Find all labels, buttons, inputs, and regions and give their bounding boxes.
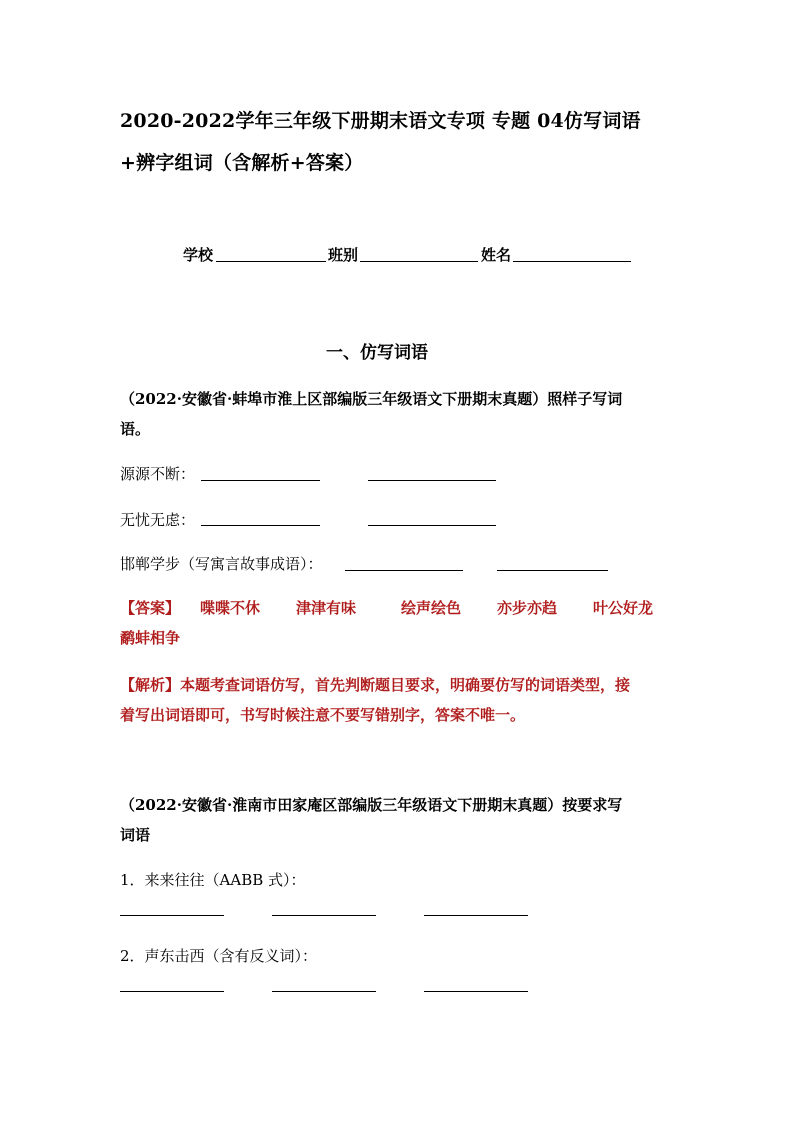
q1-item-3-blank-b[interactable] <box>497 570 608 571</box>
page-title-line-2: +辨字组词（含解析+答案） <box>120 152 364 174</box>
name-blank[interactable] <box>513 261 631 262</box>
q1-item-1: 源源不断： <box>120 465 196 483</box>
q2-item-1-blank-c[interactable] <box>424 915 528 916</box>
q2-item-2-blank-b[interactable] <box>272 991 376 992</box>
answer-word-6: 鹬蚌相争 <box>120 629 181 647</box>
q1-source-line-1: （2022·安徽省·蚌埠市淮上区部编版三年级语文下册期末真题）照样子写词 <box>120 390 623 408</box>
class-label: 班别 <box>328 246 359 264</box>
q1-item-2-blank-a[interactable] <box>201 525 320 526</box>
q2-item-2-blank-a[interactable] <box>120 991 224 992</box>
school-blank[interactable] <box>216 261 326 262</box>
q1-item-2: 无忧无虑： <box>120 511 196 529</box>
q2-item-2: 2．声东击西（含有反义词）： <box>120 947 318 965</box>
q1-item-2-blank-b[interactable] <box>368 525 496 526</box>
answer-word-2: 津津有味 <box>296 599 357 617</box>
q1-item-1-blank-a[interactable] <box>201 480 320 481</box>
q1-item-1-blank-b[interactable] <box>368 480 496 481</box>
q1-item-3: 邯郸学步（写寓言故事成语）： <box>120 555 323 573</box>
answer-word-3: 绘声绘色 <box>401 599 462 617</box>
q1-item-3-blank-a[interactable] <box>345 570 463 571</box>
q2-source-line-1: （2022·安徽省·淮南市田家庵区部编版三年级语文下册期末真题）按要求写 <box>120 796 623 814</box>
school-label: 学校 <box>183 246 214 264</box>
class-blank[interactable] <box>360 261 478 262</box>
q2-item-1-blank-a[interactable] <box>120 915 224 916</box>
section-heading: 一、仿写词语 <box>326 343 428 363</box>
q2-item-1: 1．来来往往（AABB 式）： <box>120 871 306 889</box>
q2-item-2-blank-c[interactable] <box>424 991 528 992</box>
page-title-line-1: 2020-2022学年三年级下册期末语文专项 专题 04仿写词语 <box>120 110 641 132</box>
q1-source-line-2: 语。 <box>120 420 151 438</box>
name-label: 姓名 <box>481 246 512 264</box>
q2-source-line-2: 词语 <box>120 826 151 844</box>
q2-item-1-blank-b[interactable] <box>272 915 376 916</box>
analysis-line-2: 着写出词语即可，书写时候注意不要写错别字，答案不唯一。 <box>120 706 526 724</box>
answer-word-5: 叶公好龙 <box>593 599 654 617</box>
answer-word-4: 亦步亦趋 <box>497 599 558 617</box>
answer-label: 【答案】 <box>120 599 181 617</box>
analysis-line-1: 本题考查词语仿写，首先判断题目要求，明确要仿写的词语类型，接 <box>180 676 631 694</box>
analysis-label: 【解析】 <box>120 676 181 694</box>
answer-word-1: 喋喋不休 <box>200 599 261 617</box>
